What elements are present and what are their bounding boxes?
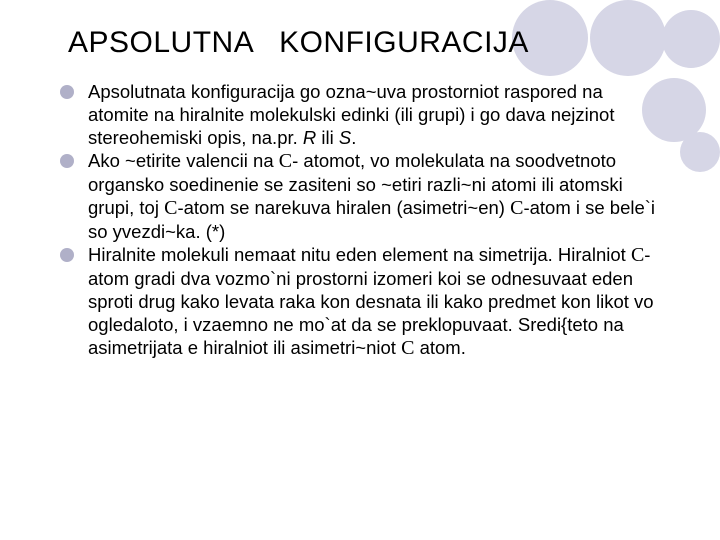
bullet-dot-icon <box>60 85 74 99</box>
decorative-circle <box>680 132 720 172</box>
bullet-dot-icon <box>60 154 74 168</box>
bullet-text: Apsolutnata konfiguracija go ozna~uva prostorniot raspored na atomite na hiralnite molekulski edinki (ili grupi) i go dava nejzinot stereohemiski opis, na.pr. R ili S. <box>88 81 615 148</box>
bullet-item <box>60 243 660 360</box>
decorative-circle <box>662 10 720 68</box>
bullet-item <box>60 149 660 243</box>
bullet-item <box>60 80 660 149</box>
bullet-text: Hiralnite molekuli nemaat nitu eden element na simetrija. Hiralniot C-atom gradi dva vozmo`ni prostorni izomeri koi se odnesuvaat eden sproti drug kako levata raka kon desnata ili kako predmet kon likot vo ogledaloto, i vzaemno ne mo`at da se preklopuvaat. Sredi{teto na asimetrijata e hiralniot ili asimetri~niot C atom. <box>88 244 654 359</box>
decorative-circle <box>590 0 666 76</box>
bullet-dot-icon <box>60 248 74 262</box>
bullet-text: Ako ~etirite valencii na C- atomot, vo molekulata na soodvetnoto organsko soedinenie se zasiteni so ~etiri razli~ni atomi ili atomski grupi, toj C-atom se narekuva hiralen (asimetri~en) C-atom i se bele`i so yvezdi~ka. (*) <box>88 150 656 242</box>
slide-title: APSOLUTNA KONFIGURACIJA <box>68 26 529 59</box>
bullet-list <box>60 80 660 360</box>
